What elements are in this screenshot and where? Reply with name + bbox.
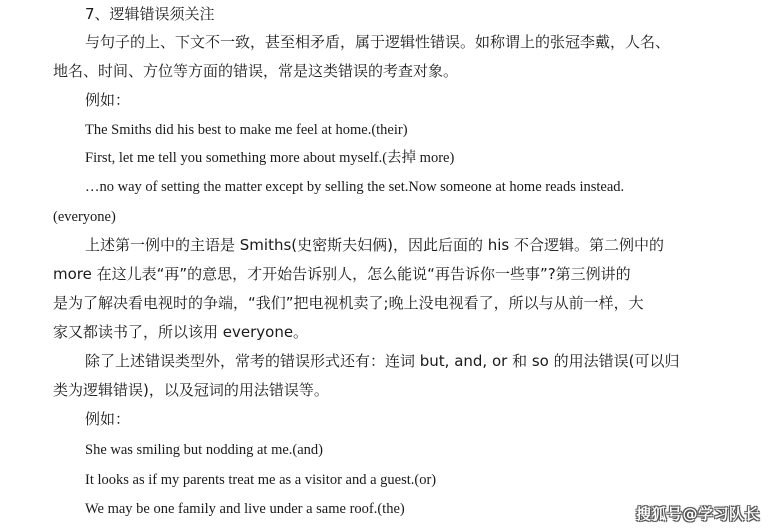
paragraph-line: 地名、时间、方位等方面的错误，常是这类错误的考查对象。 <box>53 62 459 80</box>
example-sentence: …no way of setting the matter except by selling the set.Now someone at home reads instead. <box>85 179 625 195</box>
example-label: 例如： <box>85 91 131 109</box>
paragraph-line: 上述第一例中的主语是 Smiths(史密斯夫妇俩)，因此后面的 his 不合逻辑。第二例中的 <box>85 236 665 254</box>
source-watermark: 搜狐号@学习队长 <box>635 505 760 523</box>
example-sentence: First, let me tell you something more about myself.(去掉 more) <box>85 150 455 166</box>
paragraph-line: 与句子的上、下文不一致，甚至相矛盾，属于逻辑性错误。如称谓上的张冠李戴，人名、 <box>85 33 671 51</box>
example-sentence: She was smiling but nodding at me.(and) <box>85 442 324 458</box>
example-sentence: It looks as if my parents treat me as a visitor and a guest.(or) <box>85 472 437 488</box>
example-sentence-continuation: (everyone) <box>53 209 116 225</box>
paragraph-line: 类为逻辑错误)，以及冠词的用法错误等。 <box>53 381 329 399</box>
paragraph-line: more 在这儿表“再”的意思，才开始告诉别人，怎么能说“再告诉你一些事”?第三例讲的 <box>53 265 631 283</box>
example-sentence: The Smiths did his best to make me feel at home.(their) <box>85 122 408 138</box>
example-label: 例如： <box>85 410 131 428</box>
example-sentence: We may be one family and live under a same roof.(the) <box>85 501 405 517</box>
paragraph-line: 家又都读书了，所以该用 everyone。 <box>53 323 309 341</box>
section-heading: 7、逻辑错误须关注 <box>85 5 215 23</box>
paragraph-line: 是为了解决看电视时的争端，“我们”把电视机卖了;晚上没电视看了，所以与从前一样，大 <box>53 294 644 312</box>
paragraph-line: 除了上述错误类型外，常考的错误形式还有：连词 but, and, or 和 so 的用法错误(可以归 <box>85 352 680 370</box>
